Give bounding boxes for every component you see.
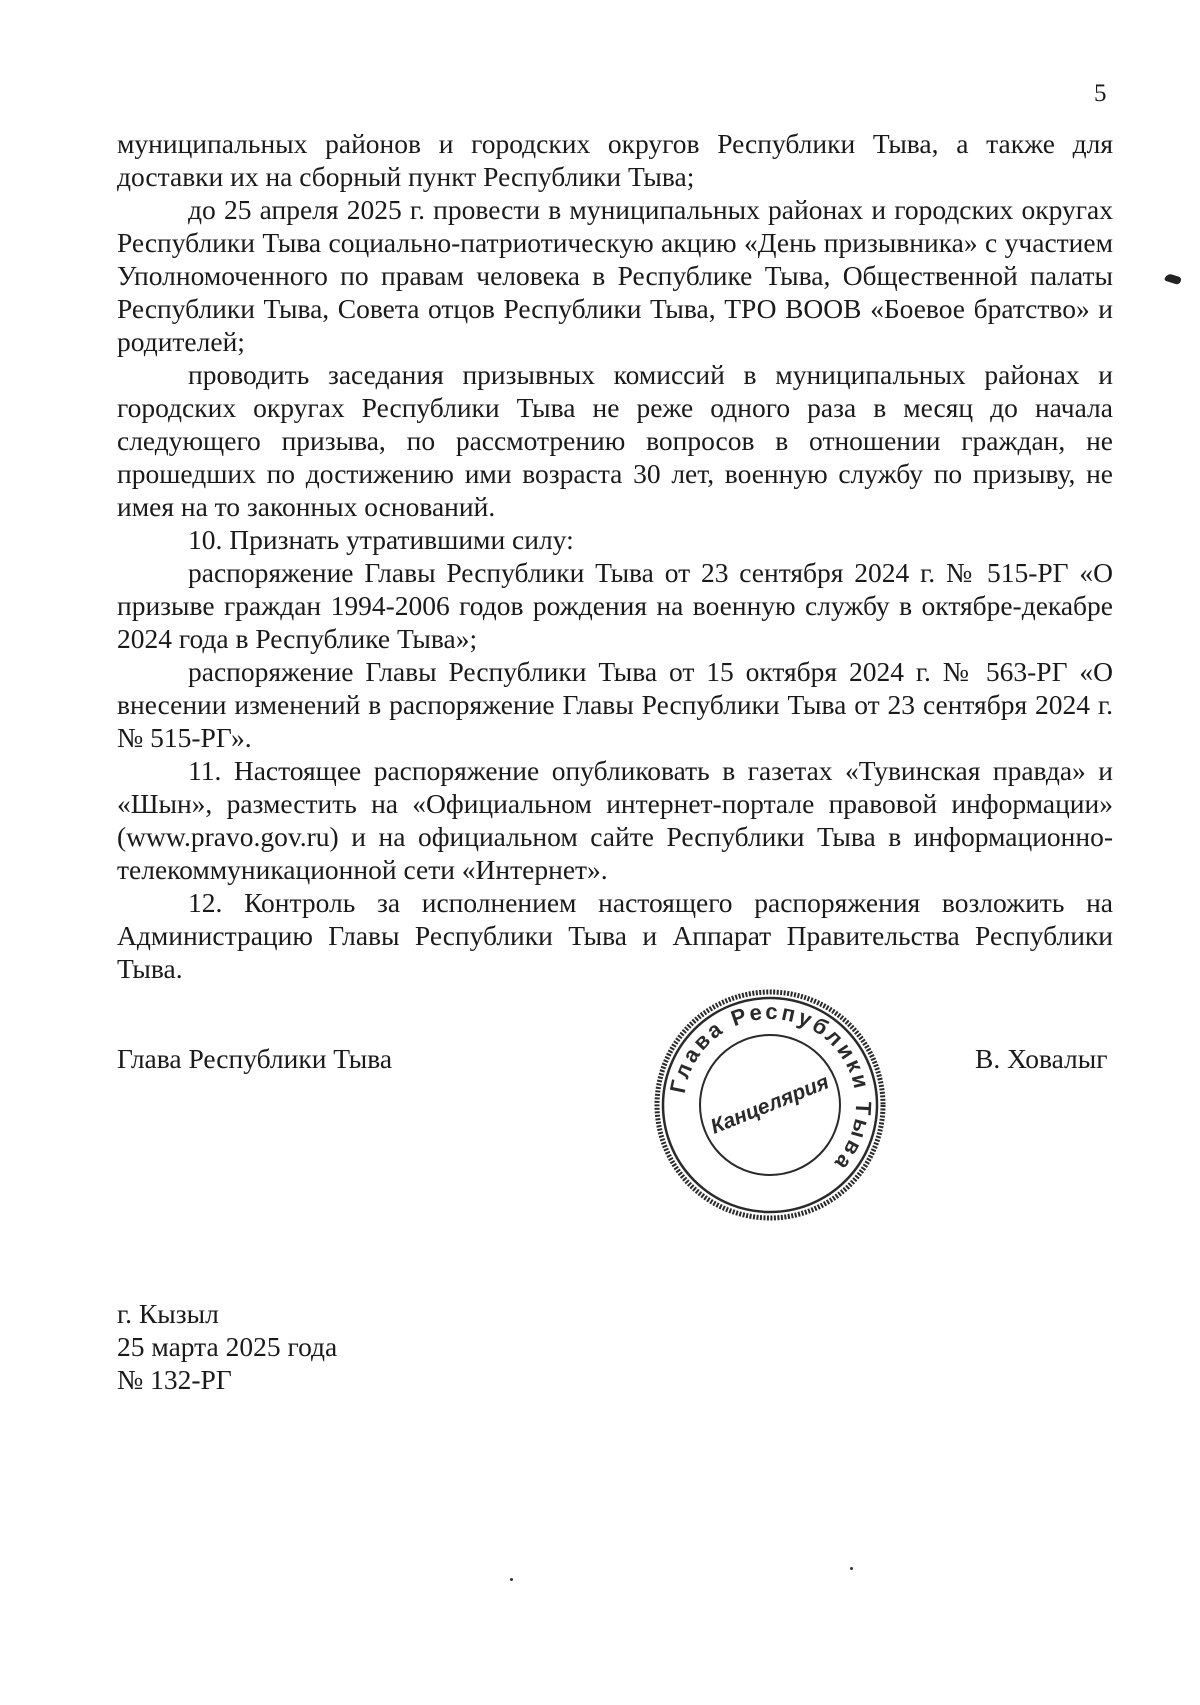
footer-number: № 132-РГ [117,1364,232,1395]
signature-name: В. Ховалыг [975,1043,1108,1074]
document-body [117,127,1113,985]
paragraph-conscript-day: до 25 апреля 2025 г. провести в муниципальных районах и городских округах Республики Тыва социально-патриотическую акцию «День призывника» с участием Уполномоченного по правам человека в Республике Тыва, Общественной палаты Республики Тыва, Совета отцов Республики Тыва, ТРО ВООВ «Боевое братство» и родителей; [117,194,1113,357]
stamp-ring-text: Глава Республики Тыва [664,998,877,1178]
signature-title: Глава Республики Тыва [117,1043,393,1074]
scan-speck [510,1578,513,1581]
paragraph-item-10: 10. Признать утратившими силу: [188,524,574,555]
paragraph-repealed-515: распоряжение Главы Республики Тыва от 23 сентября 2024 г. № 515-РГ «О призыве граждан 1994-2006 годов рождения на военную службу в октябре-декабре 2024 года в Республике Тыва»; [117,557,1113,654]
page-number: 5 [1094,80,1107,107]
paragraph-repealed-563: распоряжение Главы Республики Тыва от 15 октября 2024 г. № 563-РГ «О внесении изменений в распоряжение Главы Республики Тыва от 23 сентября 2024 г. № 515-РГ». [117,656,1113,753]
scan-speck [850,1567,853,1570]
paragraph-item-12: 12. Контроль за исполнением настоящего распоряжения возложить на Администрацию Главы Республики Тыва и Аппарат Правительства Республики Тыва. [117,887,1113,984]
footer-city: г. Кызыл [117,1298,219,1329]
paragraph-item-11: 11. Настоящее распоряжение опубликовать в газетах «Тувинская правда» и «Шын», разместить на «Официальном интернет-портале правовой информации» (www.pravo.gov.ru) и на официальном сайте Республики Тыва в информационно-телекоммуникационной сети «Интернет». [117,755,1113,885]
document-footer [117,1297,337,1396]
footer-date: 25 марта 2025 года [117,1331,338,1362]
official-stamp [650,985,890,1225]
stamp-center-text: Канцелярия [707,1070,833,1139]
paragraph-commission-meetings: проводить заседания призывных комиссий в муниципальных районах и городских округах Республики Тыва не реже одного раза в месяц до начала следующего призыва, по рассмотрению вопросов в отношении граждан, не прошедших по достижению ими возраста 30 лет, военную службу по призыву, не имея на то законных оснований. [117,359,1113,522]
paragraph-continuation: муниципальных районов и городских округов Республики Тыва, а также для доставки их на сборный пункт Республики Тыва; [117,128,1113,192]
margin-mark [1164,273,1182,286]
